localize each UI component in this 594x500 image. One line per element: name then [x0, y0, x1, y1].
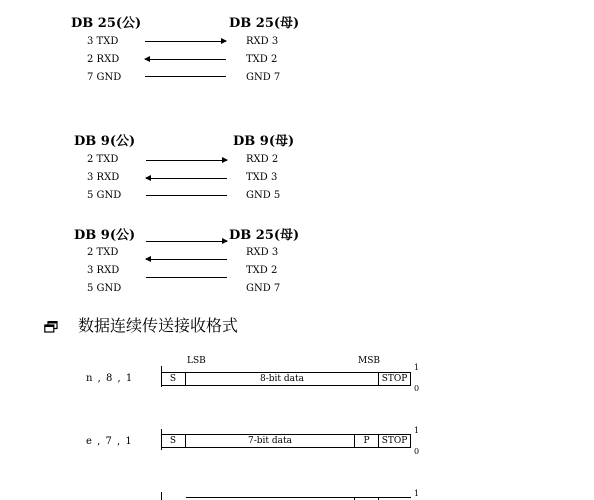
frame-box — [161, 434, 411, 448]
left-connector-header: DB 25(公) — [71, 16, 142, 31]
signal-line — [146, 277, 227, 278]
left-connector-header: DB 9(公) — [74, 134, 136, 149]
signal-arrow-left — [146, 178, 227, 179]
right-connector-header: DB 9(母) — [233, 134, 295, 149]
signal-arrow-right — [146, 160, 227, 161]
right-pin: TXD 2 — [246, 265, 278, 276]
left-pin: 2 RXD — [87, 54, 120, 65]
level-high-label: 1 — [414, 363, 420, 372]
right-pin: GND 7 — [246, 283, 281, 294]
level-high-label: 1 — [414, 489, 420, 498]
signal-arrow-left — [145, 59, 226, 60]
window-bullet-icon — [44, 321, 58, 333]
left-pin: 3 RXD — [87, 265, 120, 276]
data-bits-cell: 7-bit data — [185, 435, 354, 447]
msb-label: MSB — [358, 356, 380, 366]
stop-bit-cell: STOP — [378, 435, 410, 447]
left-pin: 2 TXD — [87, 154, 119, 165]
left-pin: 3 RXD — [87, 172, 120, 183]
left-pin: 3 TXD — [87, 36, 119, 47]
level-high-label: 1 — [414, 426, 420, 435]
frame-box — [161, 372, 411, 386]
lsb-label: LSB — [187, 356, 206, 366]
level-low-label: 0 — [414, 447, 420, 456]
stop-bit-cell: STOP — [378, 373, 410, 385]
left-pin: 5 GND — [87, 190, 122, 201]
format-label: e , 7 , 1 — [86, 436, 133, 447]
idle-line-tick — [161, 492, 162, 500]
ground-line — [146, 195, 227, 196]
data-bits-cell: 8-bit data — [185, 373, 378, 385]
start-bit-cell: S — [169, 436, 177, 446]
right-pin: GND 5 — [246, 190, 281, 201]
left-pin: 5 GND — [87, 283, 122, 294]
left-pin: 7 GND — [87, 72, 122, 83]
right-connector-header: DB 25(母) — [229, 16, 300, 31]
level-low-label: 0 — [414, 384, 420, 393]
start-bit-cell: S — [169, 374, 177, 384]
right-pin: RXD 2 — [246, 154, 279, 165]
left-connector-header: DB 9(公) — [74, 228, 136, 243]
right-pin: RXD 3 — [246, 36, 279, 47]
right-pin: RXD 3 — [246, 247, 279, 258]
right-connector-header: DB 25(母) — [229, 228, 300, 243]
signal-arrow-left — [146, 259, 227, 260]
parity-bit-cell: P — [354, 435, 378, 447]
ground-line — [145, 76, 226, 77]
right-pin: GND 7 — [246, 72, 281, 83]
section-title: 数据连续传送接收格式 — [78, 316, 239, 335]
header-signal-arrow-right — [146, 241, 227, 242]
format-label: n , 8 , 1 — [86, 373, 134, 384]
right-pin: TXD 3 — [246, 172, 278, 183]
left-pin: 2 TXD — [87, 247, 119, 258]
signal-arrow-right — [145, 41, 226, 42]
right-pin: TXD 2 — [246, 54, 278, 65]
